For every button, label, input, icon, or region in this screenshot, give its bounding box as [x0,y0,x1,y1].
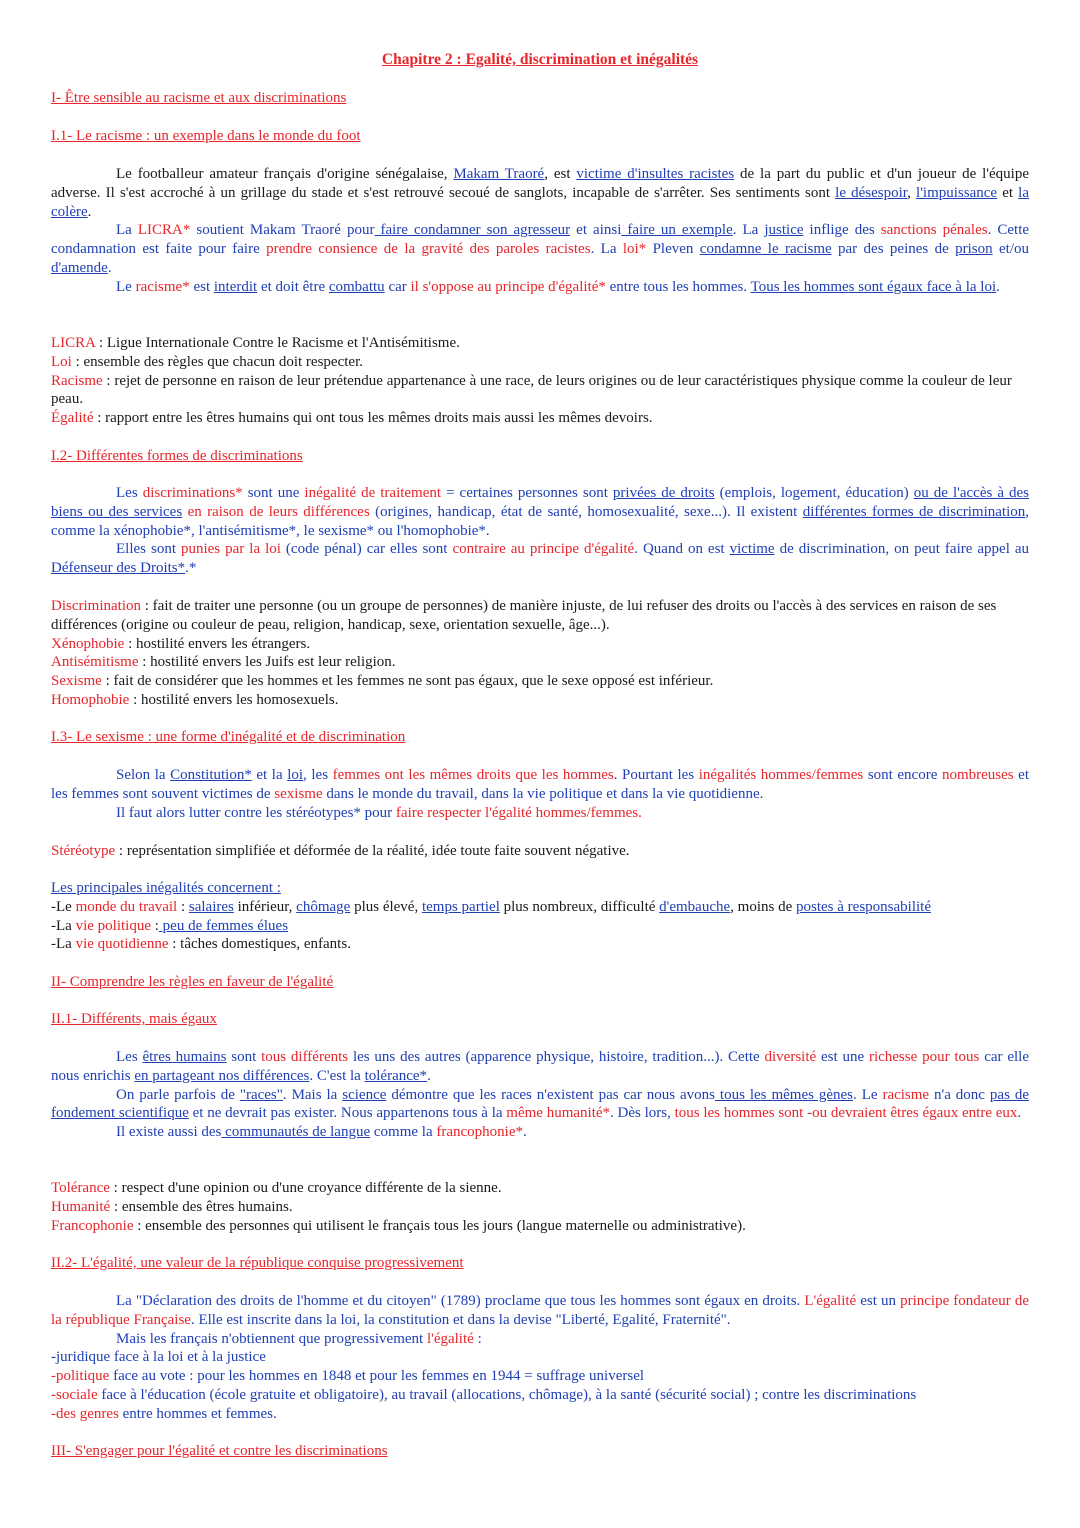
heading-section-2-2: II.2- L'égalité, une valeur de la république conquise progressivement [51,1255,464,1271]
paragraph: Le footballeur amateur français d'origine sénégalaise, Makam Traoré, est victime d'insultes racistes de la part du public et d'un joueur de l'équipe adverse. Il s'est accroché à un grillage du stade et s'est retrouvé secoué de sanglots, incapable de s'arrêter. Ses sentiments sont le désespoir, l'impuissance et la colère. [51,166,1029,220]
definition: Racisme : rejet de personne en raison de leur prétendue appartenance à une race, de leurs origines ou de leur caractéristiques physique comme la couleur de leur peau. [51,372,1012,408]
paragraph: Mais les français n'obtiennent que progressivement l'égalité : [116,1330,482,1347]
section-2-2-body [51,1292,1029,1424]
definition: Discrimination : fait de traiter une personne (ou un groupe de personnes) de manière injuste, de lui refuser des droits ou l'accès à des services en raison de ses différences (origine ou couleur de peau, religion, handicap, sexe, orientation sexuelle, âge...). [51,598,997,633]
definition: Loi : ensemble des règles que chacun doit respecter. [51,353,363,370]
definition: Antisémitisme : hostilité envers les Juifs est leur religion. [51,654,396,671]
page-title: Chapitre 2 : Egalité, discrimination et inégalités [381,51,699,68]
heading-section-2-1: II.1- Différents, mais égaux [51,1011,217,1027]
definitions-1-2 [51,597,1029,710]
inequalities-list [51,879,1029,954]
section-1-2-body [51,484,1029,578]
definition: LICRA : Ligue Internationale Contre le Racisme et l'Antisémitisme. [51,335,460,351]
definition-stereotype [51,842,1029,861]
list-item: -La vie politique : peu de femmes élues [51,917,289,934]
list-item: -Le monde du travail : salaires inférieur, chômage plus élevé, temps partiel plus nombreux, difficulté d'embauche, moins de postes à responsabilité [51,898,931,915]
heading-section-1: I- Être sensible au racisme et aux discriminations [51,90,347,106]
list-item: -juridique face à la loi et à la justice [51,1349,266,1366]
list-item: -politique face au vote : pour les hommes en 1848 et pour les femmes en 1944 = suffrage universel [51,1368,645,1385]
heading-section-3: III- S'engager pour l'égalité et contre les discriminations [51,1443,388,1459]
section-2-1-body [51,1048,1029,1142]
list-item: -La vie quotidienne : tâches domestiques, enfants. [51,936,351,953]
paragraph: Elles sont punies par la loi (code pénal) car elles sont contraire au principe d'égalité. Quand on est victime de discrimination, on peut faire appel au Défenseur des Droits*.* [51,541,1030,577]
heading-section-1-1: I.1- Le racisme : un exemple dans le monde du foot [51,128,361,144]
paragraph: La LICRA* soutient Makam Traoré pour faire condamner son agresseur et ainsi faire un exemple. La justice inflige des sanctions pénales. Cette condamnation est faite pour faire prendre consience de la gravité des paroles racistes. La loi* Pleven condamne le racisme par des peines de prison et/ou d'amende. [51,222,1030,276]
definition: Stéréotype : représentation simplifiée et déformée de la réalité, idée toute faite souvent négative. [51,843,630,859]
heading-section-1-3: I.3- Le sexisme : une forme d'inégalité et de discrimination [51,729,406,745]
definition: Sexisme : fait de considérer que les hommes et les femmes ne sont pas égaux, que le sexe opposé est inférieur. [51,673,714,690]
paragraph: Selon la Constitution* et la loi, les femmes ont les mêmes droits que les hommes. Pourtant les inégalités hommes/femmes sont encore nombreuses et les femmes sont souvent victimes de sexisme dans le monde du travail, dans la vie politique et dans la vie quotidienne. [51,767,1030,802]
definition: Xénophobie : hostilité envers les étrangers. [51,635,311,652]
paragraph: Le racisme* est interdit et doit être combattu car il s'oppose au principe d'égalité* entre tous les hommes. Tous les hommes sont égaux face à la loi. [116,278,1000,295]
definitions-1-1 [51,334,1029,428]
paragraph: Les discriminations* sont une inégalité de traitement = certaines personnes sont privées de droits (emplois, logement, éducation) ou de l'accès à des biens ou des services en raison de leurs différences (origines, handicap, état de santé, homosexualité, sexe...). Il existent différentes formes de discrimination, comme la xénophobie*, l'antisémitisme*, le sexisme* ou l'homophobie*. [51,485,1030,539]
paragraph: Il existe aussi des communautés de langue comme la francophonie*. [116,1124,527,1141]
list-title: Les principales inégalités concernent : [51,880,281,896]
paragraph: Il faut alors lutter contre les stéréotypes* pour faire respecter l'égalité hommes/femmes. [116,804,642,821]
list-item: -des genres entre hommes et femmes. [51,1405,277,1422]
paragraph: Les êtres humains sont tous différents les uns des autres (apparence physique, histoire, tradition...). Cette diversité est une richesse pour tous car elle nous enrichis en partageant nos différences. C'est la tolérance*. [51,1049,1029,1084]
definition: Égalité : rapport entre les êtres humains qui ont tous les mêmes droits mais aussi les mêmes devoirs. [51,410,653,427]
definition: Tolérance : respect d'une opinion ou d'une croyance différente de la sienne. [51,1180,502,1196]
definition: Homophobie : hostilité envers les homosexuels. [51,691,339,708]
definitions-2-1 [51,1179,1029,1235]
definition: Francophonie : ensemble des personnes qui utilisent le français tous les jours (langue maternelle ou administrative). [51,1217,746,1234]
section-1-3-body [51,766,1029,822]
paragraph: La "Déclaration des droits de l'homme et du citoyen" (1789) proclame que tous les hommes sont égaux en droits. L'égalité est un principe fondateur de la république Française. Elle est inscrite dans la loi, la constitution et dans la devise "Liberté, Egalité, Fraternité". [51,1293,1029,1328]
heading-section-1-2: I.2- Différentes formes de discriminations [51,448,303,464]
heading-section-2: II- Comprendre les règles en faveur de l'égalité [51,974,334,990]
section-1-1-body [51,165,1029,297]
paragraph: On parle parfois de "races". Mais la science démontre que les races n'existent pas car nous avons tous les mêmes gènes. Le racisme n'a donc pas de fondement scientifique et ne devrait pas exister. Nous appartenons tous à la même humanité*. Dès lors, tous les hommes sont -ou devraient êtres égaux entre eux. [51,1086,1029,1122]
definition: Humanité : ensemble des êtres humains. [51,1198,293,1215]
list-item: -sociale face à l'éducation (école gratuite et obligatoire), au travail (allocations, chômage), à la santé (sécurité social) ; contre les discriminations [51,1386,917,1403]
